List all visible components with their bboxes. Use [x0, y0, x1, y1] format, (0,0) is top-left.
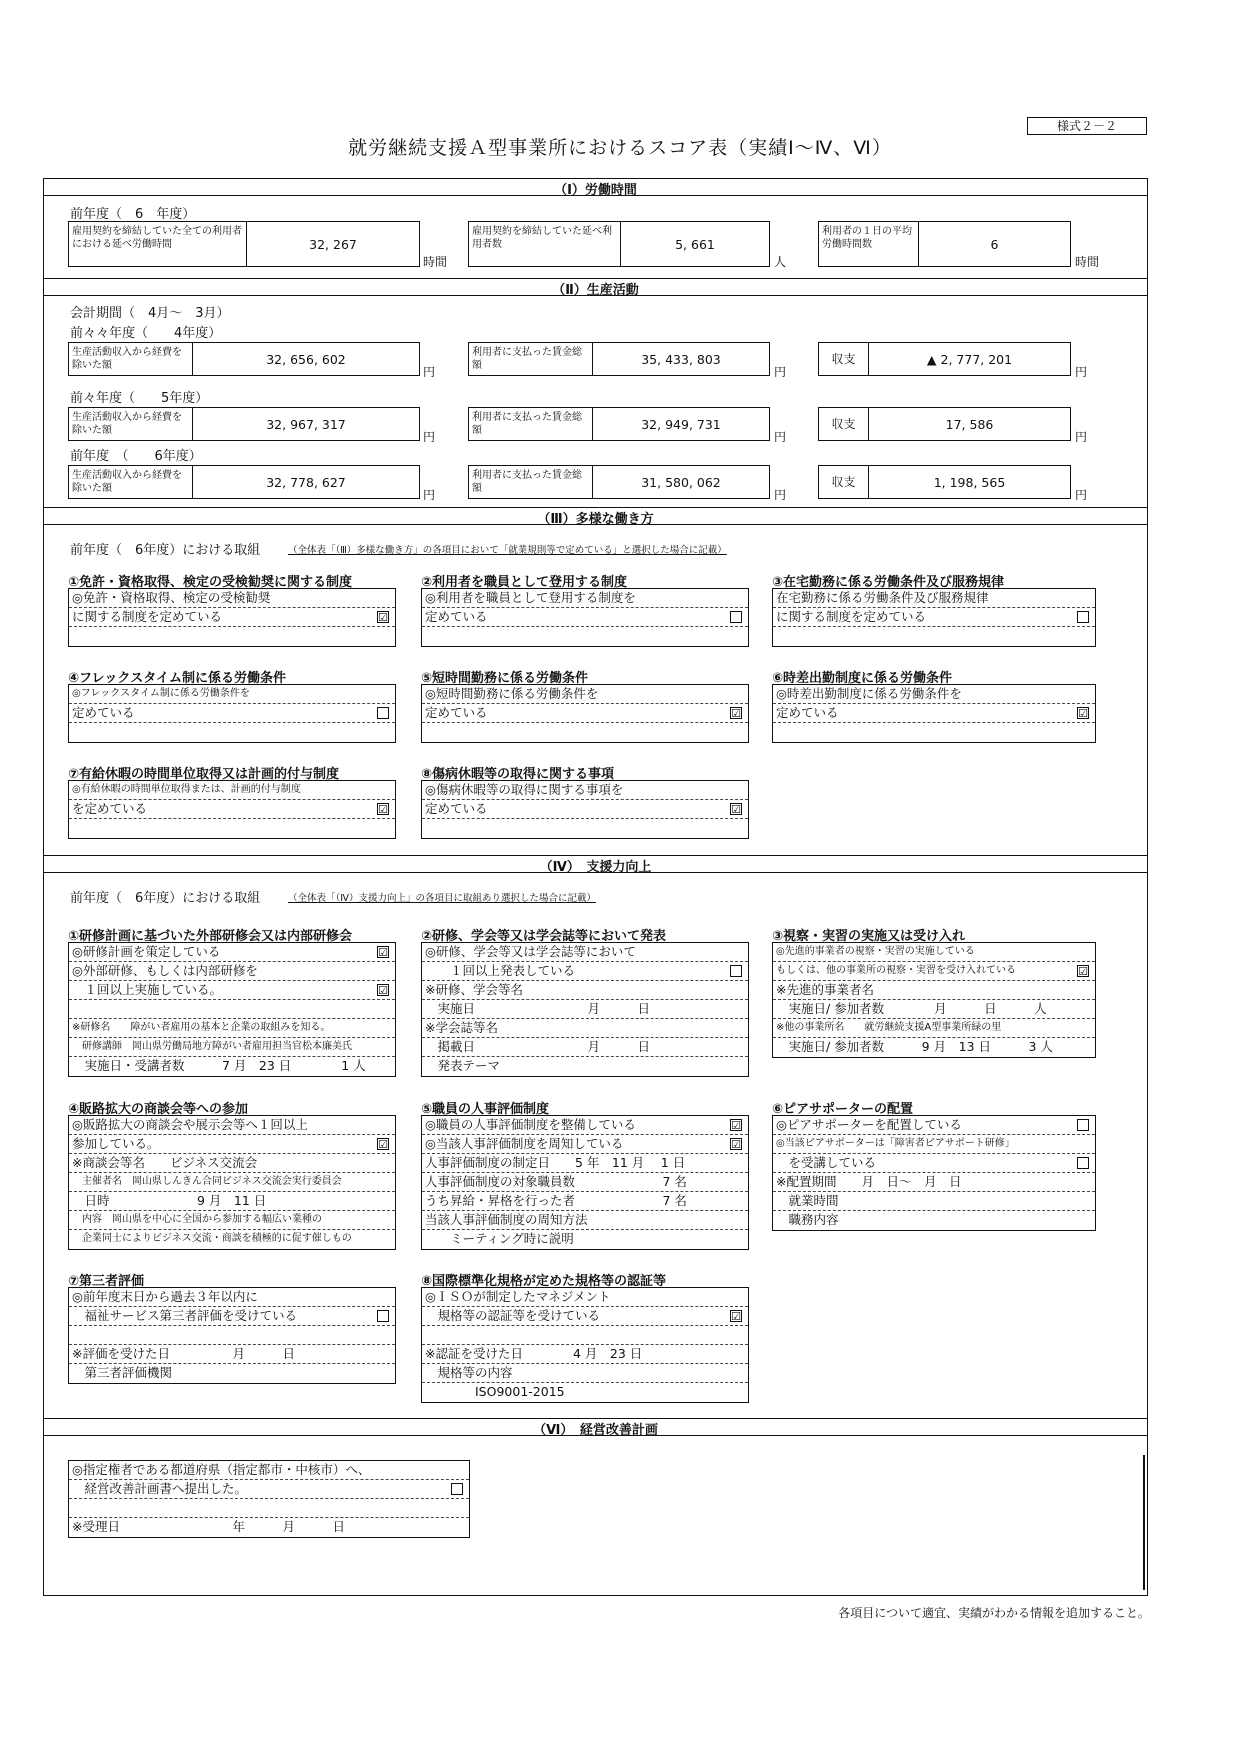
management-card-row	[69, 1518, 469, 1537]
support-card-c8-row	[422, 1307, 748, 1326]
support-card-c8-row	[422, 1364, 748, 1383]
row-text: ※認証を受けた日 4 月 23 日	[425, 1346, 643, 1361]
diverse-card-7-row	[69, 819, 395, 838]
diverse-card-6-row	[773, 685, 1095, 704]
row-text: ※他の事業所名 就労継続支援A型事業所緑の里	[776, 1022, 1002, 1033]
diverse-card-5-row	[422, 685, 748, 704]
checkbox[interactable]	[1077, 1119, 1089, 1131]
support-card-c3	[772, 942, 1096, 1058]
fiscal-year-label: 前年度 （ 6年度）	[70, 449, 202, 464]
support-card-c4-row	[69, 1135, 395, 1154]
net-income-caption: 生産活動収入から経費を除いた額	[69, 466, 193, 498]
support-card-c8	[421, 1287, 749, 1403]
support-card-c6-row	[773, 1211, 1095, 1230]
support-card-c6	[772, 1115, 1096, 1231]
checkbox[interactable]	[1077, 611, 1089, 623]
support-card-c1-row	[69, 1000, 395, 1019]
support-card-c1-row	[69, 1038, 395, 1057]
row-text: 当該人事評価制度の周知方法	[425, 1212, 588, 1227]
checkbox[interactable]: ☑	[731, 707, 741, 720]
row-text: ※配置期間 月 日～ 月 日	[776, 1174, 962, 1189]
balance-value: ▲ 2, 777, 201	[926, 351, 1013, 367]
row-text: 定めている	[425, 609, 488, 624]
row-text: 規格等の内容	[425, 1365, 513, 1380]
support-card-c3-row	[773, 981, 1095, 1000]
diverse-intro-note: （全体表「（Ⅲ）多様な働き方」の各項目において「就業規則等で定めている」と選択した場合に記載）	[288, 545, 727, 556]
wages-paid-box	[468, 342, 770, 376]
wages-paid-box	[468, 407, 770, 441]
avg-hours-value: 6	[990, 236, 999, 252]
checkbox[interactable]: ☑	[1078, 965, 1088, 978]
row-text: ◎フレックスタイム制に係る労働条件を	[72, 688, 250, 699]
support-card-c2-row	[422, 1019, 748, 1038]
row-text: ミーティング時に説明	[425, 1231, 574, 1246]
checkbox[interactable]: ☑	[378, 946, 388, 959]
checkbox[interactable]	[730, 965, 742, 977]
row-text: うち昇給・昇格を行った者 7 名	[425, 1193, 687, 1208]
support-card-c7-row	[69, 1326, 395, 1345]
row-text: ※研修、学会等名	[425, 982, 523, 997]
support-intro-note: （全体表「（Ⅳ）支援力向上」の各項目に取組あり選択した場合に記載）	[288, 893, 597, 904]
balance-box	[818, 342, 1071, 376]
checkbox[interactable]	[730, 611, 742, 623]
row-text: ◎職員の人事評価制度を整備している	[425, 1117, 636, 1132]
row-text: ※受理日 年 月 日	[72, 1519, 345, 1534]
support-card-c5	[421, 1115, 749, 1250]
diverse-card-2-title: ②利用者を職員として登用する制度	[421, 575, 628, 590]
row-text: 規格等の認証等を受けている	[425, 1308, 601, 1323]
labor-year-label: 前年度（ 6 年度）	[70, 207, 196, 222]
diverse-card-1	[68, 588, 396, 647]
total-labor-hours-caption: 雇用契約を締結していた全ての利用者における延べ労働時間	[69, 222, 247, 266]
footer-note: 各項目について適宜、実績がわかる情報を追加すること。	[838, 1606, 1150, 1620]
row-text: 内容 岡山県を中心に全国から参加する幅広い業種の	[72, 1214, 322, 1225]
row-text: ◎有給休暇の時間単位取得または、計画的付与制度	[72, 784, 301, 795]
row-text: を受講している	[776, 1155, 877, 1170]
support-card-c7-title: ⑦第三者評価	[68, 1274, 145, 1289]
support-card-c3-row	[773, 1000, 1095, 1019]
row-text: ◎当該ピアサポーターは「障害者ピアサポート研修」	[776, 1138, 1015, 1149]
diverse-card-8-title: ⑧傷病休暇等の取得に関する事項	[421, 767, 615, 782]
support-card-c5-row	[422, 1154, 748, 1173]
checkbox[interactable]: ☑	[731, 1310, 741, 1323]
section-title-diverse-work: （Ⅲ）多様な働き方	[537, 512, 654, 527]
balance-box	[818, 407, 1071, 441]
row-text: 研修講師 岡山県労働局地方障がい者雇用担当官松本廉美氏	[72, 1041, 352, 1052]
net-income-box	[68, 465, 420, 499]
row-text: 実施日・受講者数 7 月 23 日 1 人	[72, 1058, 366, 1073]
unit-label: 円	[1075, 365, 1088, 379]
row-text: ISO9001-2015	[425, 1384, 565, 1399]
support-card-c6-row	[773, 1135, 1095, 1154]
diverse-card-3	[772, 588, 1096, 647]
row-text: ◎先進的事業者の視察・実習の実施している	[776, 946, 975, 957]
row-text: ◎利用者を職員として登用する制度を	[425, 590, 636, 605]
diverse-card-4-row	[69, 723, 395, 742]
diverse-card-6-title: ⑥時差出勤制度に係る労働条件	[772, 671, 953, 686]
management-card-row	[69, 1499, 469, 1518]
row-text: 就業時間	[776, 1193, 839, 1208]
row-text: 実施日/ 参加者数 9 月 13 日 3 人	[776, 1039, 1053, 1054]
support-card-c5-row	[422, 1173, 748, 1192]
support-card-c5-title: ⑤職員の人事評価制度	[421, 1102, 550, 1117]
support-card-c1-row	[69, 943, 395, 962]
avg-hours-caption: 利用者の１日の平均労働時間数	[819, 222, 919, 266]
checkbox[interactable]: ☑	[378, 984, 388, 997]
row-text: １回以上実施している。	[72, 982, 223, 997]
diverse-card-3-title: ③在宅勤務に係る労働条件及び服務規律	[772, 575, 1005, 590]
support-card-c8-row	[422, 1345, 748, 1364]
row-text: ◎前年度末日から過去３年以内に	[72, 1289, 258, 1304]
balance-box	[818, 465, 1071, 499]
checkbox[interactable]: ☑	[378, 611, 388, 624]
row-text: ◎短時間勤務に係る労働条件を	[425, 686, 599, 701]
support-card-c1-row	[69, 981, 395, 1000]
support-card-c4-row	[69, 1211, 395, 1230]
total-users-caption: 雇用契約を締結していた延べ利用者数	[469, 222, 621, 266]
row-text: ◎時差出勤制度に係る労働条件を	[776, 686, 962, 701]
row-text: ◎指定権者である都道府県（指定都市・中核市）へ、	[72, 1462, 371, 1477]
row-text: 定めている	[72, 705, 135, 720]
fiscal-year-label: 前々年度（ 5年度）	[70, 391, 209, 406]
support-card-c6-row	[773, 1116, 1095, 1135]
checkbox[interactable]	[1077, 1157, 1089, 1169]
checkbox[interactable]: ☑	[378, 803, 388, 816]
balance-caption: 収支	[819, 343, 869, 375]
support-card-c2-row	[422, 1038, 748, 1057]
net-income-caption: 生産活動収入から経費を除いた額	[69, 343, 193, 375]
balance-caption: 収支	[819, 408, 869, 440]
diverse-card-2	[421, 588, 749, 647]
support-card-c8-title: ⑧国際標準化規格が定めた規格等の認証等	[421, 1274, 667, 1289]
checkbox[interactable]	[377, 1310, 389, 1322]
diverse-card-6	[772, 684, 1096, 743]
diverse-card-6-row	[773, 723, 1095, 742]
support-card-c2-row	[422, 981, 748, 1000]
support-card-c7-row	[69, 1288, 395, 1307]
total-labor-hours-value: 32, 267	[309, 236, 357, 252]
diverse-card-4-row	[69, 704, 395, 723]
row-text: 実施日 月 日	[425, 1001, 651, 1016]
support-card-c1-row	[69, 1057, 395, 1076]
support-card-c6-title: ⑥ピアサポーターの配置	[772, 1102, 914, 1117]
support-card-c3-row	[773, 1019, 1095, 1038]
avg-hours-box	[818, 221, 1071, 267]
support-card-c1-row	[69, 962, 395, 981]
checkbox[interactable]: ☑	[1078, 707, 1088, 720]
row-text: 経営改善計画書へ提出した。	[72, 1481, 248, 1496]
management-card-row	[69, 1461, 469, 1480]
checkbox[interactable]: ☑	[731, 803, 741, 816]
row-text: ※先進的事業者名	[776, 982, 874, 997]
support-card-c3-row	[773, 943, 1095, 962]
row-text: ◎研修、学会等又は学会誌等において	[425, 944, 636, 959]
unit-label: 円	[423, 430, 436, 444]
diverse-card-7-row	[69, 800, 395, 819]
diverse-card-4-row	[69, 685, 395, 704]
support-card-c6-row	[773, 1173, 1095, 1192]
support-card-c5-row	[422, 1116, 748, 1135]
row-text: を定めている	[72, 801, 148, 816]
diverse-card-5-row	[422, 704, 748, 723]
unit-label: 円	[1075, 488, 1088, 502]
support-card-c1-row	[69, 1019, 395, 1038]
support-card-c2-title: ②研修、学会等又は学会誌等において発表	[421, 929, 667, 944]
support-card-c2-row	[422, 962, 748, 981]
diverse-card-8-row	[422, 781, 748, 800]
row-text: に関する制度を定めている	[776, 609, 927, 624]
diverse-card-8-row	[422, 800, 748, 819]
wages-paid-caption: 利用者に支払った賃金総額	[469, 343, 593, 375]
diverse-card-7-row	[69, 781, 395, 800]
row-text: １回以上発表している	[425, 963, 576, 978]
unit-label: 円	[423, 365, 436, 379]
support-card-c5-row	[422, 1230, 748, 1249]
unit-label: 円	[774, 365, 787, 379]
diverse-intro: 前年度（ 6年度）における取組	[70, 543, 261, 558]
diverse-card-1-title: ①免許・資格取得、検定の受検勧奨に関する制度	[68, 575, 353, 590]
net-income-box	[68, 407, 420, 441]
row-text: ◎ＩＳＯが制定したマネジメント	[425, 1289, 611, 1304]
row-text: 定めている	[425, 801, 488, 816]
unit-label: 時間	[1075, 255, 1100, 269]
diverse-card-3-row	[773, 627, 1095, 646]
support-card-c4-row	[69, 1230, 395, 1249]
wages-paid-value: 32, 949, 731	[641, 416, 721, 432]
margin-mark	[1143, 1455, 1145, 1590]
support-card-c4-row	[69, 1192, 395, 1211]
support-card-c8-row	[422, 1383, 748, 1402]
checkbox[interactable]	[451, 1483, 463, 1495]
net-income-value: 32, 778, 627	[266, 474, 346, 490]
net-income-value: 32, 967, 317	[266, 416, 346, 432]
net-income-value: 32, 656, 602	[266, 351, 346, 367]
diverse-card-7-title: ⑦有給休暇の時間単位取得又は計画的付与制度	[68, 767, 340, 782]
accounting-period-label: 会計期間（ 4月～ 3月）	[70, 306, 230, 321]
row-text: ◎免許・資格取得、検定の受検勧奨	[72, 590, 271, 605]
fiscal-year-label: 前々々年度（ 4年度）	[70, 326, 222, 341]
row-text: 参加している。	[72, 1136, 160, 1151]
unit-label: 円	[774, 430, 787, 444]
row-text: に関する制度を定めている	[72, 609, 223, 624]
diverse-card-1-row	[69, 608, 395, 627]
wages-paid-caption: 利用者に支払った賃金総額	[469, 466, 593, 498]
row-text: 主催者名 岡山県しんきん合同ビジネス交流会実行委員会	[72, 1176, 342, 1187]
row-text: 定めている	[425, 705, 488, 720]
row-text: 人事評価制度の制定日 5 年 11 月 1 日	[425, 1155, 686, 1170]
support-card-c4-row	[69, 1154, 395, 1173]
section-title-production: （Ⅱ）生産活動	[552, 283, 639, 298]
support-card-c7-row	[69, 1345, 395, 1364]
support-card-c2	[421, 942, 749, 1077]
support-card-c1-title: ①研修計画に基づいた外部研修会又は内部研修会	[68, 929, 353, 944]
diverse-card-3-row	[773, 589, 1095, 608]
diverse-card-2-row	[422, 608, 748, 627]
row-text: ※商談会等名 ビジネス交流会	[72, 1155, 258, 1170]
support-card-c4-title: ④販路拡大の商談会等への参加	[68, 1102, 249, 1117]
unit-label: 人	[774, 255, 787, 269]
wages-paid-value: 31, 580, 062	[641, 474, 721, 490]
wages-paid-box	[468, 465, 770, 499]
support-card-c7-row	[69, 1307, 395, 1326]
support-card-c3-row	[773, 962, 1095, 981]
management-card	[68, 1460, 470, 1538]
row-text: 企業同士によりビジネス交流・商談を積極的に促す催しもの	[72, 1233, 352, 1244]
row-text: 掲載日 月 日	[425, 1039, 651, 1054]
wages-paid-caption: 利用者に支払った賃金総額	[469, 408, 593, 440]
support-card-c5-row	[422, 1192, 748, 1211]
row-text: 実施日/ 参加者数 月 日 人	[776, 1001, 1047, 1016]
unit-label: 時間	[423, 255, 448, 269]
row-text: 日時 9 月 11 日	[72, 1193, 267, 1208]
diverse-card-7	[68, 780, 396, 839]
page-title: 就労継続支援Ａ型事業所におけるスコア表（実績Ⅰ～Ⅳ、Ⅵ）	[348, 137, 892, 159]
balance-value: 1, 198, 565	[933, 474, 1006, 490]
diverse-card-4-title: ④フレックスタイム制に係る労働条件	[68, 671, 286, 686]
row-text: ※研修名 障がい者雇用の基本と企業の取組みを知る。	[72, 1022, 331, 1033]
row-text: 第三者評価機関	[72, 1365, 173, 1380]
section-title-labor-hours: （Ⅰ）労働時間	[554, 183, 637, 198]
unit-label: 円	[1075, 430, 1088, 444]
diverse-card-2-row	[422, 627, 748, 646]
support-intro: 前年度（ 6年度）における取組	[70, 891, 261, 906]
diverse-card-2-row	[422, 589, 748, 608]
row-text: 職務内容	[776, 1212, 839, 1227]
row-text: 在宅勤務に係る労働条件及び服務規律	[776, 590, 989, 605]
row-text: 発表テーマ	[425, 1058, 501, 1073]
support-card-c8-row	[422, 1288, 748, 1307]
diverse-card-8-row	[422, 819, 748, 838]
section-title-support: （Ⅳ） 支援力向上	[539, 860, 652, 875]
support-card-c4	[68, 1115, 396, 1250]
row-text: ◎当該人事評価制度を周知している	[425, 1136, 624, 1151]
diverse-card-5-title: ⑤短時間勤務に係る労働条件	[421, 671, 589, 686]
diverse-card-5-row	[422, 723, 748, 742]
wages-paid-value: 35, 433, 803	[641, 351, 721, 367]
support-card-c2-row	[422, 1000, 748, 1019]
checkbox[interactable]: ☑	[378, 1138, 388, 1151]
unit-label: 円	[423, 488, 436, 502]
row-text: 福祉サービス第三者評価を受けている	[72, 1308, 298, 1323]
total-labor-hours-box	[68, 221, 420, 267]
support-card-c6-row	[773, 1192, 1095, 1211]
diverse-card-3-row	[773, 608, 1095, 627]
support-card-c5-row	[422, 1211, 748, 1230]
row-text: もしくは、他の事業所の視察・実習を受け入れている	[776, 965, 1016, 976]
support-card-c1	[68, 942, 396, 1077]
row-text: ◎傷病休暇等の取得に関する事項を	[425, 782, 624, 797]
total-users-value: 5, 661	[675, 236, 715, 252]
net-income-box	[68, 342, 420, 376]
diverse-card-4	[68, 684, 396, 743]
support-card-c5-row	[422, 1135, 748, 1154]
support-card-c3-row	[773, 1038, 1095, 1057]
row-text: ※評価を受けた日 月 日	[72, 1346, 295, 1361]
row-text: ◎外部研修、もしくは内部研修を	[72, 963, 258, 978]
support-card-c3-title: ③視察・実習の実施又は受け入れ	[772, 929, 966, 944]
unit-label: 円	[774, 488, 787, 502]
diverse-card-1-row	[69, 627, 395, 646]
diverse-card-1-row	[69, 589, 395, 608]
total-users-box	[468, 221, 770, 267]
support-card-c2-row	[422, 1057, 748, 1076]
row-text: 人事評価制度の対象職員数 7 名	[425, 1174, 687, 1189]
diverse-card-5	[421, 684, 749, 743]
section-title-management: （Ⅵ） 経営改善計画	[533, 1423, 658, 1438]
diverse-card-8	[421, 780, 749, 839]
row-text: ◎研修計画を策定している	[72, 944, 221, 959]
row-text: ◎ピアサポーターを配置している	[776, 1117, 962, 1132]
balance-caption: 収支	[819, 466, 869, 498]
net-income-caption: 生産活動収入から経費を除いた額	[69, 408, 193, 440]
support-card-c4-row	[69, 1173, 395, 1192]
support-card-c2-row	[422, 943, 748, 962]
support-card-c4-row	[69, 1116, 395, 1135]
row-text: ◎販路拡大の商談会や展示会等へ１回以上	[72, 1117, 308, 1132]
balance-value: 17, 586	[945, 416, 994, 432]
diverse-card-6-row	[773, 704, 1095, 723]
form-id-tag: 様式２－２	[1027, 117, 1147, 135]
support-card-c7-row	[69, 1364, 395, 1383]
support-card-c7	[68, 1287, 396, 1384]
support-card-c8-row	[422, 1326, 748, 1345]
row-text: ※学会誌等名	[425, 1020, 498, 1035]
support-card-c6-row	[773, 1154, 1095, 1173]
checkbox[interactable]: ☑	[731, 1138, 741, 1151]
checkbox[interactable]	[377, 707, 389, 719]
checkbox[interactable]: ☑	[731, 1119, 741, 1132]
row-text: 定めている	[776, 705, 839, 720]
management-card-row	[69, 1480, 469, 1499]
